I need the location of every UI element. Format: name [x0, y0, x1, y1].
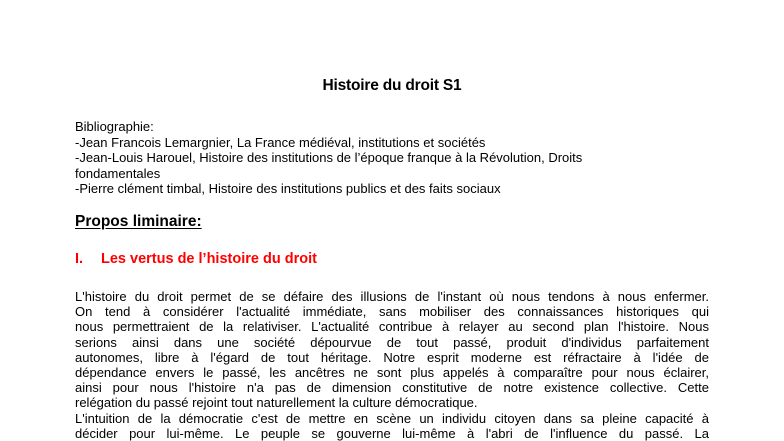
- section-title: Les vertus de l’histoire du droit: [101, 251, 317, 267]
- paragraph-line: relégation du passé rejoint tout naturellement la culture démocratique.: [75, 395, 478, 411]
- propos-liminaire-heading: Propos liminaire:: [75, 213, 202, 230]
- bibliography-entry: fondamentales: [75, 165, 161, 181]
- paragraph-line: autonomes, libre à l'égard de tout héritage. Notre esprit moderne est réfractaire à l'idée de: [75, 349, 709, 365]
- bibliography-entry: -Jean-Louis Harouel, Histoire des institutions de l’époque franque à la Révolution, Droits: [75, 150, 583, 166]
- paragraph-line: dépendance envers le passé, les ancêtres ne sont plus appelés à comparaître pour nous éclairer,: [75, 364, 709, 380]
- paragraph-line: serions ainsi dans une société dépourvue de tout passé, produit d'individus parfaitement: [75, 334, 709, 350]
- paragraph-line: L'intuition de la démocratie c'est de mettre en scène un individu citoyen dans sa pleine capacité à: [75, 410, 709, 426]
- bibliography-entry: -Jean Francois Lemargnier, La France médiéval, institutions et sociétés: [75, 134, 486, 150]
- document-title: Histoire du droit S1: [322, 77, 462, 94]
- paragraph-line: nous permettraient de la relativiser. L'actualité contribue à relayer au second plan l'histoire. Nous: [75, 319, 709, 335]
- paragraph-line: L'histoire du droit permet de se défaire des illusions de l'instant où nous tendons à nous enfermer.: [75, 289, 709, 304]
- bibliography-entry: -Pierre clément timbal, Histoire des institutions publics et des faits sociaux: [75, 181, 501, 197]
- section-number: I.: [75, 251, 84, 267]
- paragraph-line: décider pour lui-même. Le peuple se gouverne lui-même à l'abri de l'influence du passé. La: [75, 425, 709, 441]
- bibliography-heading: Bibliographie:: [75, 119, 154, 134]
- body-paragraph: [75, 289, 709, 441]
- section-heading: [75, 251, 317, 267]
- bibliography: [75, 119, 715, 197]
- paragraph-line: On tend à considérer l'actualité immédiate, sans mobiliser des connaissances historiques qui: [75, 304, 709, 320]
- paragraph-line: ainsi pour nous l'histoire n'a pas de dimension constitutive de notre existence collective. Cette: [75, 380, 709, 396]
